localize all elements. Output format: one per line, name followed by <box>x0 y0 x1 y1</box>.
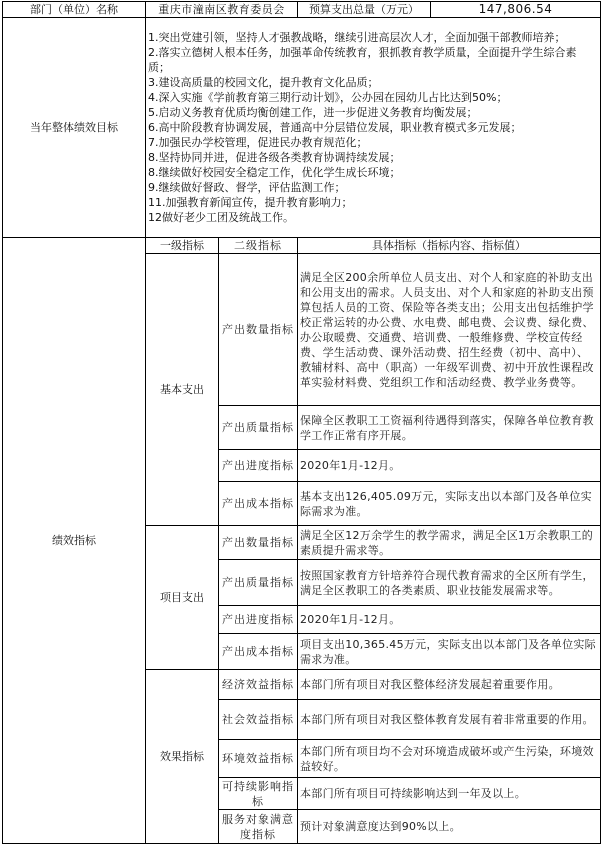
goal-item: 8.坚持协同并进，促进各级各类教育协调持续发展； <box>148 151 401 164</box>
performance-target-sheet <box>2 1 600 852</box>
level2-environmental-benefit: 环境效益指标 <box>219 740 298 778</box>
level1-project-expenditure: 项目支出 <box>146 526 219 670</box>
level1-effect-indicators: 效果指标 <box>146 670 219 844</box>
annual-goals-list <box>146 18 601 238</box>
level2-output-quality: 产出质量指标 <box>219 406 298 450</box>
budget-total-label: 预算支出总量（万元） <box>298 2 431 18</box>
detail-text: 预计对象满意度达到90%以上。 <box>298 810 601 844</box>
detail-text: 按照国家教育方针培养符合现代教育需求的全区所有学生，满足全区教职工的各类素质、职业技能发展需求等。 <box>298 560 601 606</box>
dept-name-label: 部门（单位）名称 <box>3 2 146 18</box>
detail-header: 具体指标（指标内容、指标值） <box>298 238 601 254</box>
detail-text: 满足全区12万余学生的教学需求，满足全区1万余教职工的素质提升需求等。 <box>298 526 601 560</box>
level2-output-cost: 产出成本指标 <box>219 482 298 526</box>
detail-text: 基本支出126,405.09万元，实际支出以本部门及各单位实际需求为准。 <box>298 482 601 526</box>
level1-header: 一级指标 <box>146 238 219 254</box>
level1-basic-expenditure: 基本支出 <box>146 254 219 526</box>
detail-text: 2020年1月-12月。 <box>298 606 601 634</box>
detail-text: 2020年1月-12月。 <box>298 450 601 482</box>
goal-item: 11.加强教育新闻宣传，提升教育影响力； <box>148 196 353 209</box>
level2-output-quality: 产出质量指标 <box>219 560 298 606</box>
goal-item: 6.高中阶段教育协调发展，普通高中分层错位发展，职业教育模式多元发展； <box>148 121 522 134</box>
level2-output-quantity: 产出数量指标 <box>219 526 298 560</box>
dept-name-value: 重庆市潼南区教育委员会 <box>146 2 298 18</box>
detail-text: 项目支出10,365.45万元，实际支出以本部门及各单位实际需求为准。 <box>298 634 601 670</box>
level2-output-cost: 产出成本指标 <box>219 634 298 670</box>
level2-economic-benefit: 经济效益指标 <box>219 670 298 700</box>
performance-table <box>2 1 601 844</box>
level2-satisfaction: 服务对象满意度指标 <box>219 810 298 844</box>
performance-indicators-label: 绩效指标 <box>3 238 146 844</box>
goal-item: 4.深入实施《学前教育第三期行动计划》，公办园在园幼儿占比达到50%； <box>148 91 508 104</box>
goal-item: 3.建设高质量的校园文化，提升教育文化品质； <box>148 76 379 89</box>
goal-item: 8.继续做好校园安全稳定工作，优化学生成长环境； <box>148 166 401 179</box>
budget-total-value: 147,806.54 <box>431 2 601 18</box>
detail-text: 保障全区教职工工资福利待遇得到落实，保障各单位教育教学工作正常有序开展。 <box>298 406 601 450</box>
detail-text: 本部门所有项目对我区整体经济发展起着重要作用。 <box>298 670 601 700</box>
goal-item: 9.继续做好督政、督学，评估监测工作； <box>148 181 346 194</box>
detail-text: 满足全区200余所单位人员支出、对个人和家庭的补助支出和公用支出的需求。人员支出、对个人和家庭的补助支出预算包括人员的工资、保险等各类支出；公用支出包括维护学校正常运转的办公费、水电费、邮电费、会议费、绿化费、办公取暖费、交通费、培训费、一般维修费、学校宣传经费、学生活动费、课外活动费、招生经费（初中、高中）、教辅材料、高中（职高）一年级军训费、初中开放性课程改革实验材料费、党组织工作和活动经费、教学业务费等。 <box>298 254 601 406</box>
level2-header: 二级指标 <box>219 238 298 254</box>
level2-output-progress: 产出进度指标 <box>219 606 298 634</box>
level2-sustainability: 可持续影响指标 <box>219 778 298 810</box>
level2-output-progress: 产出进度指标 <box>219 450 298 482</box>
goal-item: 5.启动义务教育优质均衡创建工作，进一步促进义务教育均衡发展； <box>148 106 478 119</box>
goal-item: 2.落实立德树人根本任务，加强革命传统教育，狠抓教育教学质量，全面提升学生综合素质； <box>148 46 577 74</box>
detail-text: 本部门所有项目可持续影响达到一年及以上。 <box>298 778 601 810</box>
detail-text: 本部门所有项目对我区整体教育发展有着非常重要的作用。 <box>298 700 601 740</box>
level2-output-quantity: 产出数量指标 <box>219 254 298 406</box>
annual-goals-label: 当年整体绩效目标 <box>3 18 146 238</box>
goal-item: 12做好老少工团及统战工作。 <box>148 211 294 224</box>
level2-social-benefit: 社会效益指标 <box>219 700 298 740</box>
goal-item: 1.突出党建引领，坚持人才强教战略，继续引进高层次人才，全面加强干部教师培养； <box>148 31 566 44</box>
detail-text: 本部门所有项目均不会对环境造成破坏或产生污染，环境效益较好。 <box>298 740 601 778</box>
goal-item: 7.加强民办学校管理，促进民办教育规范化； <box>148 136 368 149</box>
